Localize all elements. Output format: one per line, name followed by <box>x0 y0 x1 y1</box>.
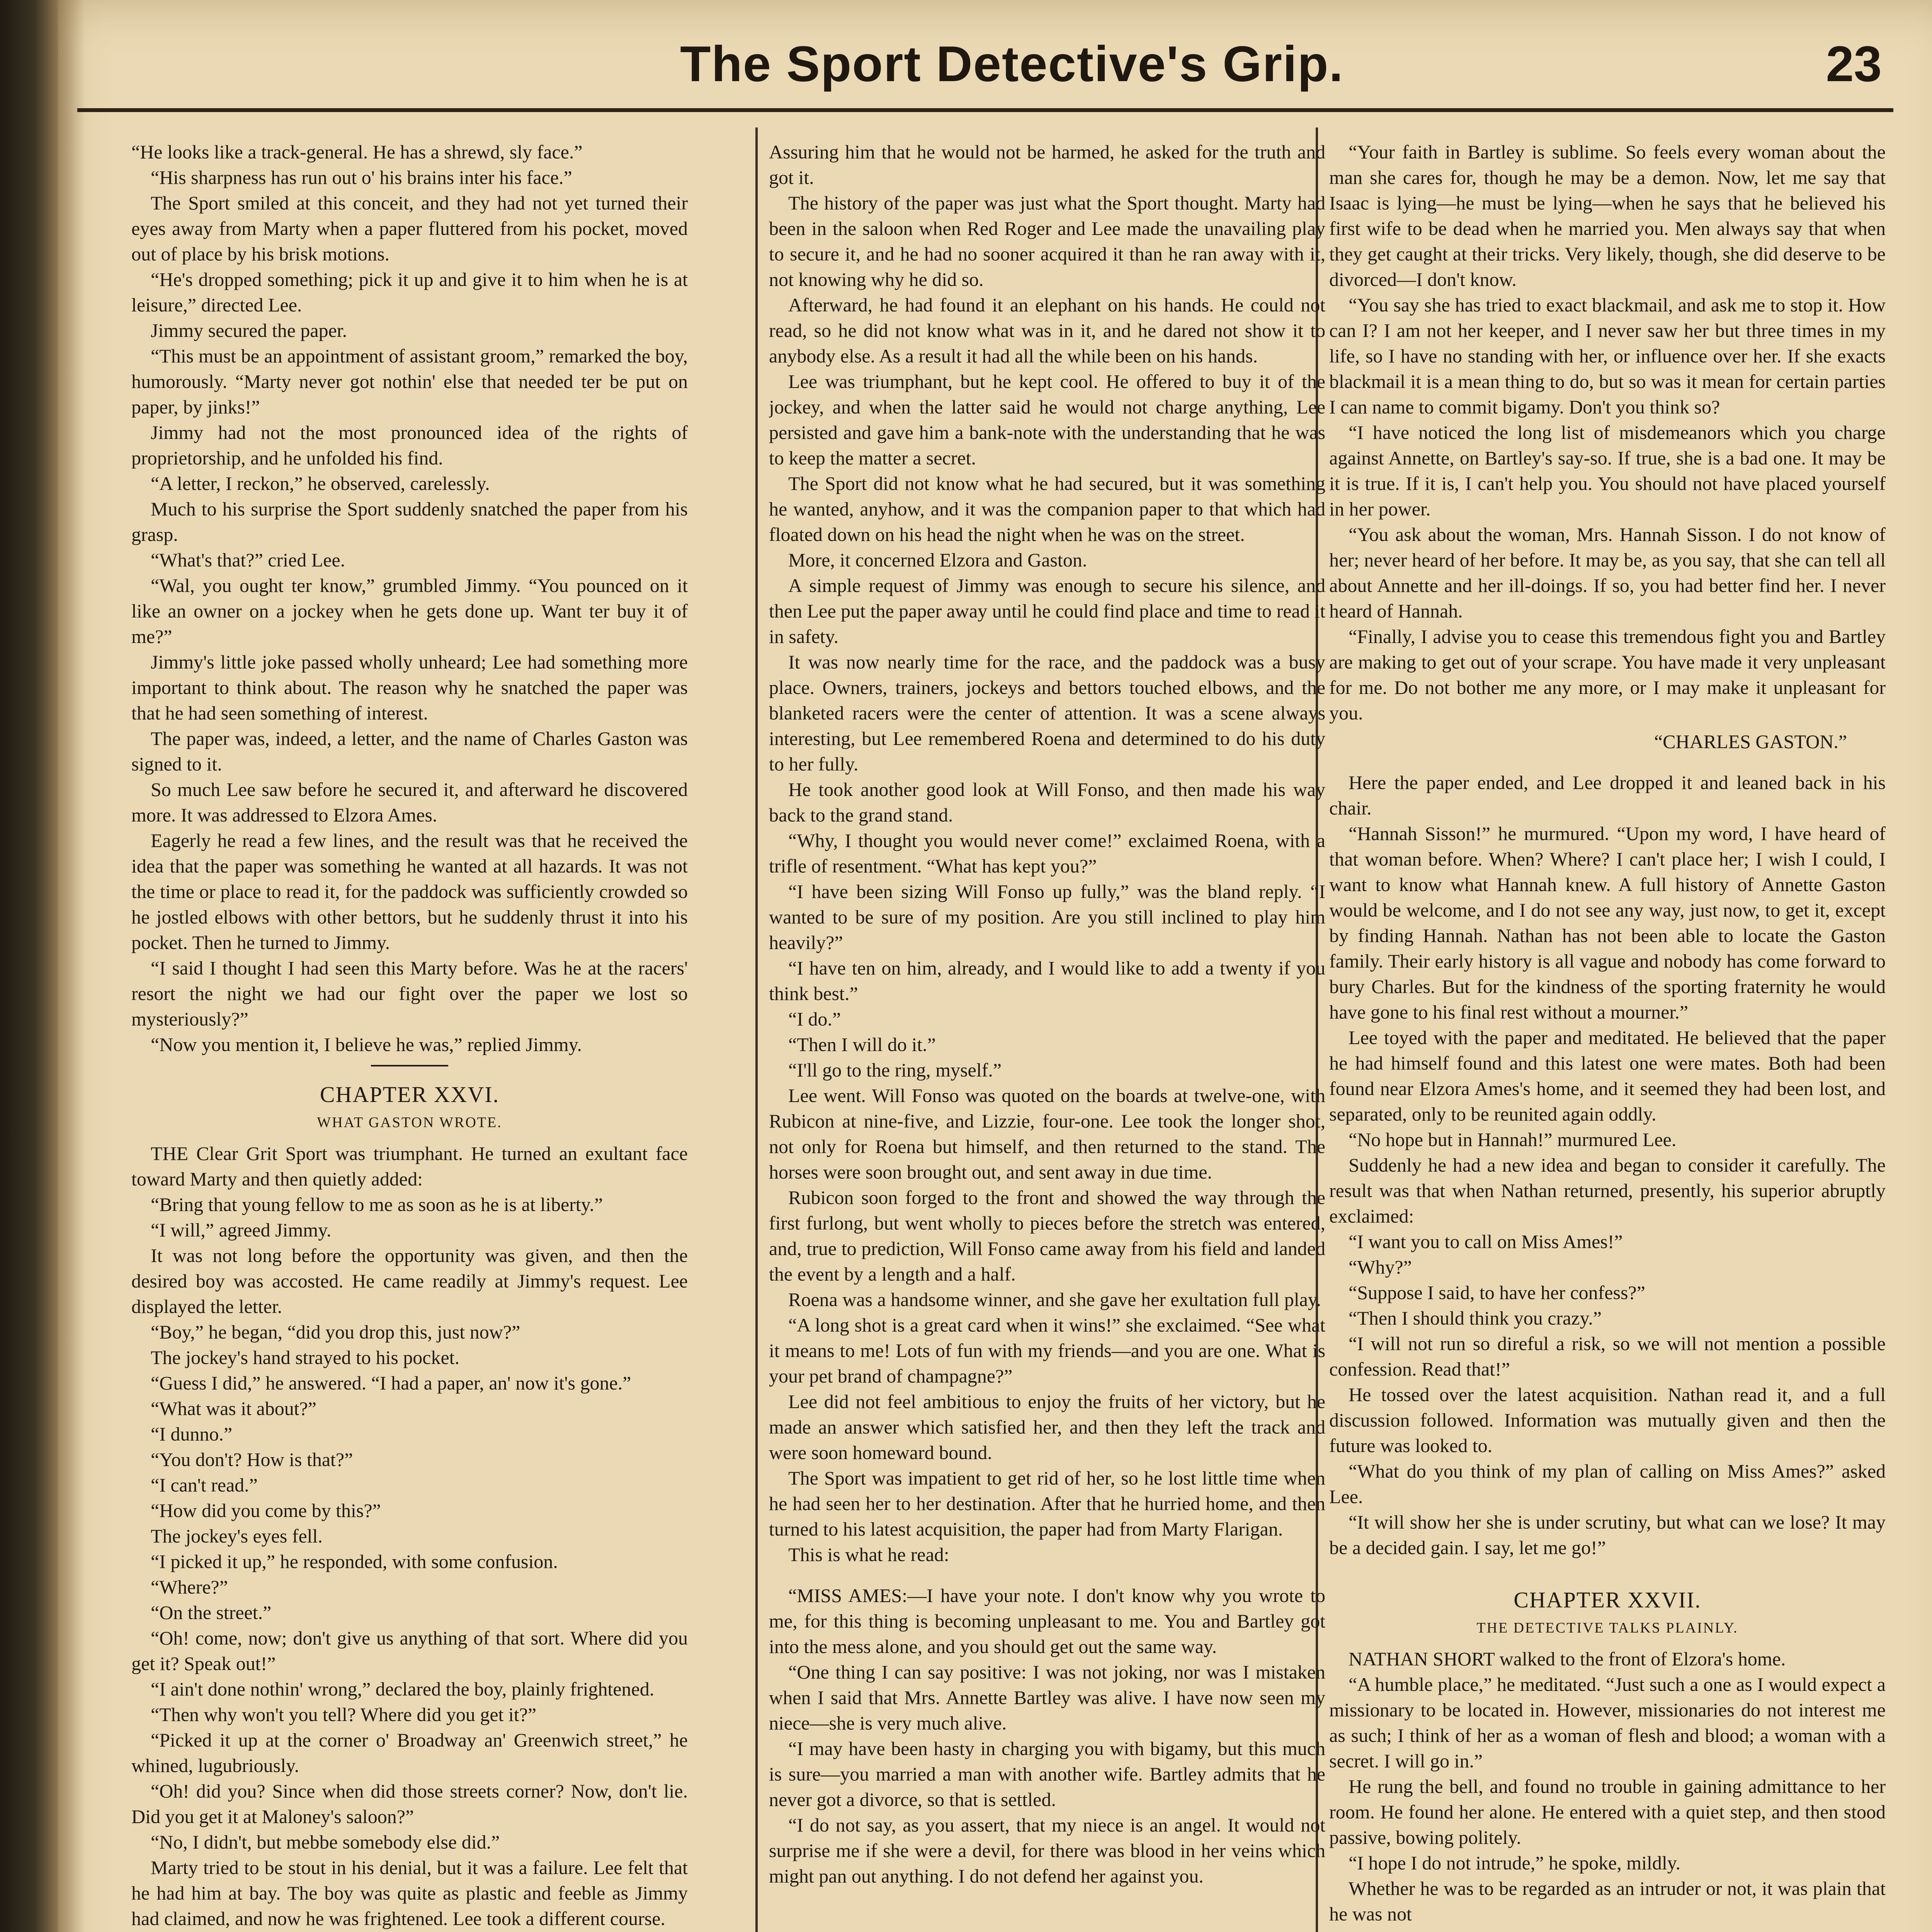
paragraph: The history of the paper was just what the Sport thought. Marty had been in the saloon when Red Roger and Lee made the unavailing play to secure it, and he had no sooner acquired it than he ran away with it, not knowing why he did so. <box>769 192 1325 290</box>
text-column-1 <box>131 139 688 1932</box>
paragraph: “Then why won't you tell? Where did you get it?” <box>151 1704 537 1725</box>
paragraph: The jockey's hand strayed to his pocket. <box>151 1347 460 1368</box>
page-header <box>77 35 1893 112</box>
paragraph: “This must be an appointment of assistant groom,” remarked the boy, humorously. “Marty never got nothin' else that needed ter be put on paper, by jinks!” <box>131 345 688 418</box>
paragraph: “Suppose I said, to have her confess?” <box>1349 1282 1645 1303</box>
paragraph: Assuring him that he would not be harmed, he asked for the truth and got it. <box>769 141 1325 188</box>
paragraph: Suddenly he had a new idea and began to consider it carefully. The result was that when Nathan returned, presently, his superior abruptly exclaimed: <box>1329 1154 1886 1227</box>
paragraph: The paper was, indeed, a letter, and the name of Charles Gaston was signed to it. <box>131 728 688 775</box>
paragraph: THE Clear Grit Sport was triumphant. He turned an exultant face toward Marty and then quietly added: <box>131 1143 688 1190</box>
paragraph: The Sport smiled at this conceit, and they had not yet turned their eyes away from Marty when a paper fluttered from his pocket, moved out of place by his brisk motions. <box>131 192 688 265</box>
paragraph: Jimmy had not the most pronounced idea of the rights of proprietorship, and he unfolded his find. <box>131 422 688 469</box>
paragraph: Marty tried to be stout in his denial, but it was a failure. Lee felt that he had him at bay. The boy was quite as plastic and feeble as Jimmy had claimed, and now he was frightened. Lee took a different course. <box>131 1857 688 1929</box>
text-column-2 <box>769 139 1325 1932</box>
section-separator <box>371 1065 448 1066</box>
paragraph: “A humble place,” he meditated. “Just such a one as I would expect a missionary to be located in. However, missionaries do not interest me as such; I think of her as a woman of flesh and blood; a woman with a secret. I will go in.” <box>1329 1673 1886 1772</box>
paragraph: “It will show her she is under scrutiny, but what can we lose? It may be a decided gain. I say, let me go!” <box>1329 1511 1886 1558</box>
paragraph: The Sport was impatient to get rid of her, so he lost little time when he had seen her to her destination. After that he hurried home, and then turned to his latest acquisition, the paper had from Marty Flarigan. <box>769 1467 1325 1540</box>
paragraph: “He looks like a track-general. He has a shrewd, sly face.” <box>131 141 583 163</box>
paragraph: Lee went. Will Fonso was quoted on the boards at twelve-one, with Rubicon at nine-five, and Lizzie, four-one. Lee took the longer shot, not only for Roena but himself, and then returned to the stand. The horses were soon brought out, and sent away in due time. <box>769 1085 1325 1183</box>
paragraph: Eagerly he read a few lines, and the result was that he received the idea that the paper was something he wanted at all hazards. It was not the time or place to read it, for the paddock was sufficiently crowded so he jostled elbows with other bettors, but he suddenly thrust it into his pocket. Then he turned to Jimmy. <box>131 830 688 953</box>
paragraph: “I want you to call on Miss Ames!” <box>1349 1231 1623 1252</box>
paragraph: A simple request of Jimmy was enough to secure his silence, and then Lee put the paper away until he could find place and time to read it in safety. <box>769 575 1325 647</box>
paragraph: Much to his surprise the Sport suddenly snatched the paper from his grasp. <box>131 498 688 545</box>
paragraph: This is what he read: <box>788 1544 949 1565</box>
paragraph: “No, I didn't, but mebbe somebody else did.” <box>151 1831 500 1853</box>
paragraph: “You say she has tried to exact blackmail, and ask me to stop it. How can I? I am not her keeper, and I never saw her but three times in my life, so I have no standing with her, or influence over her. If she exacts blackmail it is a mean thing to do, but so was it mean for certain parties I can name to commit bigamy. Don't you think so? <box>1329 294 1886 418</box>
paragraph: “Bring that young fellow to me as soon as he is at liberty.” <box>151 1194 603 1215</box>
paragraph: Roena was a handsome winner, and she gave her exultation full play. <box>788 1289 1321 1310</box>
binding-shadow <box>58 0 85 1932</box>
paragraph: “Picked it up at the corner o' Broadway an' Greenwich street,” he whined, lugubriously. <box>131 1729 688 1776</box>
paragraph: “On the street.” <box>151 1602 272 1623</box>
paragraph: “Oh! come, now; don't give us anything of that sort. Where did you get it? Speak out!” <box>131 1627 688 1674</box>
paragraph: “I do not say, as you assert, that my niece is an angel. It would not surprise me if she were a devil, for there was blood in her veins which might pan out anything. I do not defend her against you. <box>769 1814 1325 1887</box>
chapter-heading: CHAPTER XXVII. <box>1514 1587 1701 1612</box>
chapter-subtitle: WHAT GASTON WROTE. <box>317 1114 502 1131</box>
paragraph: “Then I will do it.” <box>788 1034 936 1055</box>
paragraph: “I will not run so direful a risk, so we will not mention a possible confession. Read that!” <box>1329 1333 1886 1380</box>
paragraph: “MISS AMES:—I have your note. I don't know why you wrote to me, for this thing is becoming unpleasant to me. You and Bartley got into the mess alone, and you should get out the same way. <box>769 1585 1325 1657</box>
page-number: 23 <box>1826 36 1882 92</box>
paragraph: Lee was triumphant, but he kept cool. He offered to buy it of the jockey, and when the latter said he would not charge anything, Lee persisted and gave him a bank-note with the understanding that he was to keep the matter a secret. <box>769 371 1325 469</box>
paragraph: “He's dropped something; pick it up and give it to him when he is at leisure,” directed Lee. <box>131 269 688 316</box>
paragraph: “I dunno.” <box>151 1423 233 1445</box>
paragraph: “One thing I can say positive: I was not joking, nor was I mistaken when I said that Mrs. Annette Bartley was alive. I have now seen my niece—she is very much alive. <box>769 1661 1325 1734</box>
paragraph: “Then I should think you crazy.” <box>1349 1307 1602 1329</box>
paragraph: “His sharpness has run out o' his brains inter his face.” <box>151 167 572 188</box>
book-spine <box>0 0 58 1932</box>
column-rule <box>755 128 758 1932</box>
paragraph: “Your faith in Bartley is sublime. So feels every woman about the man she cares for, though he may be a demon. Now, let me say that Isaac is lying—he must be lying—when he says that he believed his first wife to be dead when he married you. Men always say that when they get caught at their tricks. Very likely, though, she did deserve to be divorced—I don't know. <box>1329 141 1886 290</box>
paragraph: “I do.” <box>788 1008 841 1030</box>
paragraph: “I'll go to the ring, myself.” <box>788 1059 1002 1081</box>
paragraph: NATHAN SHORT walked to the front of Elzora's home. <box>1349 1648 1786 1670</box>
paragraph: The jockey's eyes fell. <box>151 1525 323 1547</box>
paragraph: “You don't? How is that?” <box>151 1449 353 1470</box>
paragraph: “A long shot is a great card when it wins!” she exclaimed. “See what it means to me! Lots of fun with my friends—and you are one. What is your pet brand of champagne?” <box>769 1314 1325 1387</box>
paragraph: “No hope but in Hannah!” murmured Lee. <box>1349 1129 1677 1150</box>
paragraph: “Now you mention it, I believe he was,” replied Jimmy. <box>151 1034 582 1055</box>
paragraph: Lee did not feel ambitious to enjoy the fruits of her victory, but he made an answer which satisfied her, and then they left the track and were soon homeward bound. <box>769 1391 1325 1463</box>
paragraph: “Where?” <box>151 1576 228 1598</box>
running-title: The Sport Detective's Grip. <box>680 36 1344 92</box>
paragraph: “Why?” <box>1349 1256 1412 1278</box>
paragraph: “How did you come by this?” <box>151 1500 381 1521</box>
chapter-heading: CHAPTER XXVI. <box>320 1082 500 1107</box>
paragraph: “What do you think of my plan of calling on Miss Ames?” asked Lee. <box>1329 1460 1886 1507</box>
paragraph: “I have noticed the long list of misdemeanors which you charge against Annette, on Bartley's say-so. If true, she is a bad one. It may be it is true. If it is, I can't help you. You should not have placed yourself in her power. <box>1329 422 1886 520</box>
paragraph: It was now nearly time for the race, and the paddock was a busy place. Owners, trainers, jockeys and bettors touched elbows, and the blanketed racers were the center of attention. It was a scene always interesting, but Lee remembered Roena and determined to do his duty to her fully. <box>769 651 1325 775</box>
paragraph: “A letter, I reckon,” he observed, carelessly. <box>151 473 490 494</box>
paragraph: He tossed over the latest acquisition. Nathan read it, and a full discussion followed. Information was mutually given and then the future was looked to. <box>1329 1384 1886 1456</box>
paragraph: Jimmy's little joke passed wholly unheard; Lee had something more important to think about. The reason why he snatched the paper was that he had seen something of interest. <box>131 651 688 724</box>
spacer <box>1329 1560 1886 1576</box>
paragraph: “I ain't done nothin' wrong,” declared the boy, plainly frightened. <box>151 1678 655 1700</box>
paragraph: Afterward, he had found it an elephant on his hands. He could not read, so he did not know what was in it, and he dared not show it to anybody else. As a result it had all the while been on his hands. <box>769 294 1325 367</box>
paragraph: “What was it about?” <box>151 1398 316 1419</box>
paragraph: “Wal, you ought ter know,” grumbled Jimmy. “You pounced on it like an owner on a jockey when he gets done up. Want ter buy it of me?” <box>131 575 688 647</box>
paragraph: Jimmy secured the paper. <box>151 320 347 341</box>
paragraph: It was not long before the opportunity was given, and then the desired boy was accosted. He came readily at Jimmy's request. Lee displayed the letter. <box>131 1245 688 1317</box>
paragraph: “I hope I do not intrude,” he spoke, mildly. <box>1349 1852 1681 1874</box>
text-column-3 <box>1329 139 1886 1932</box>
paragraph: “What's that?” cried Lee. <box>151 549 345 571</box>
paragraph: “Boy,” he began, “did you drop this, just now?” <box>151 1321 520 1343</box>
paragraph: “Hannah Sisson!” he murmured. “Upon my word, I have heard of that woman before. When? Where? I can't place her; I wish I could, I want to know what Hannah knew. A full history of Annette Gaston would be welcome, and I do not see any way, just now, to get it, except by finding Hannah. Nathan has not been able to locate the Gaston family. Their early history is all vague and nobody has come forward to bury Charles. But for the kindness of the sporting fraternity he would have gone to his final rest without a mourner.” <box>1329 823 1886 1023</box>
paragraph: So much Lee saw before he secured it, and afterward he discovered more. It was addressed to Elzora Ames. <box>131 779 688 826</box>
paragraph: “I picked it up,” he responded, with some confusion. <box>151 1551 558 1572</box>
paragraph: “I have ten on him, already, and I would like to add a twenty if you think best.” <box>769 957 1325 1004</box>
paragraph: “I will,” agreed Jimmy. <box>151 1219 332 1241</box>
paragraph: “I may have been hasty in charging you with bigamy, but this much is sure—you married a man with another wife. Bartley admits that he never got a divorce, so that is settled. <box>769 1738 1325 1810</box>
paragraph: More, it concerned Elzora and Gaston. <box>788 549 1087 571</box>
paragraph: “Why, I thought you would never come!” exclaimed Roena, with a trifle of resentment. “What has kept you?” <box>769 830 1325 877</box>
paragraph: The Sport did not know what he had secured, but it was something he wanted, anyhow, and it was the companion paper to that which had floated down on his head the night when he was on the street. <box>769 473 1325 545</box>
paragraph: He rung the bell, and found no trouble in gaining admittance to her room. He found her alone. He entered with a quiet step, and then stood passive, bowing politely. <box>1329 1776 1886 1848</box>
paragraph: “Guess I did,” he answered. “I had a paper, an' now it's gone.” <box>151 1372 631 1394</box>
paragraph: Rubicon soon forged to the front and showed the way through the first furlong, but went wholly to pieces before the stretch was entered, and, true to prediction, Will Fonso came away from his field and landed the event by a length and a half. <box>769 1187 1325 1285</box>
paragraph: “You ask about the woman, Mrs. Hannah Sisson. I do not know of her; never heard of her before. It may be, as you say, that she can tell all about Annette and her ill-doings. If so, you had better find her. I never heard of Hannah. <box>1329 524 1886 622</box>
paragraph: Here the paper ended, and Lee dropped it and leaned back in his chair. <box>1329 772 1886 819</box>
paragraph: “I have been sizing Will Fonso up fully,” was the bland reply. “I wanted to be sure of my position. Are you still inclined to play him heavily?” <box>769 881 1325 953</box>
paragraph: “Finally, I advise you to cease this tremendous fight you and Bartley are making to get out of your scrape. You have made it very unpleasant for me. Do not bother me any more, or I may make it unpleasant for you. <box>1329 626 1886 724</box>
chapter-subtitle: THE DETECTIVE TALKS PLAINLY. <box>1476 1620 1738 1636</box>
paragraph: He took another good look at Will Fonso, and then made his way back to the grand stand. <box>769 779 1325 826</box>
paragraph: Lee toyed with the paper and meditated. He believed that the paper he had himself found and this latest one were mates. Both had been found near Elzora Ames's home, and it seemed they had been lost, and separated, only to be reunited again oddly. <box>1329 1027 1886 1125</box>
paragraph: “I said I thought I had seen this Marty before. Was he at the racers' resort the night we had our fight over the paper we lost so mysteriously?” <box>131 957 688 1030</box>
letter-signature: “CHARLES GASTON.” <box>1654 731 1847 752</box>
paragraph: “Oh! did you? Since when did those streets corner? Now, don't lie. Did you get it at Maloney's saloon?” <box>131 1780 688 1827</box>
spacer <box>769 1567 1325 1583</box>
paragraph: “I can't read.” <box>151 1474 258 1496</box>
paragraph: Whether he was to be regarded as an intruder or not, it was plain that he was not <box>1329 1878 1886 1925</box>
